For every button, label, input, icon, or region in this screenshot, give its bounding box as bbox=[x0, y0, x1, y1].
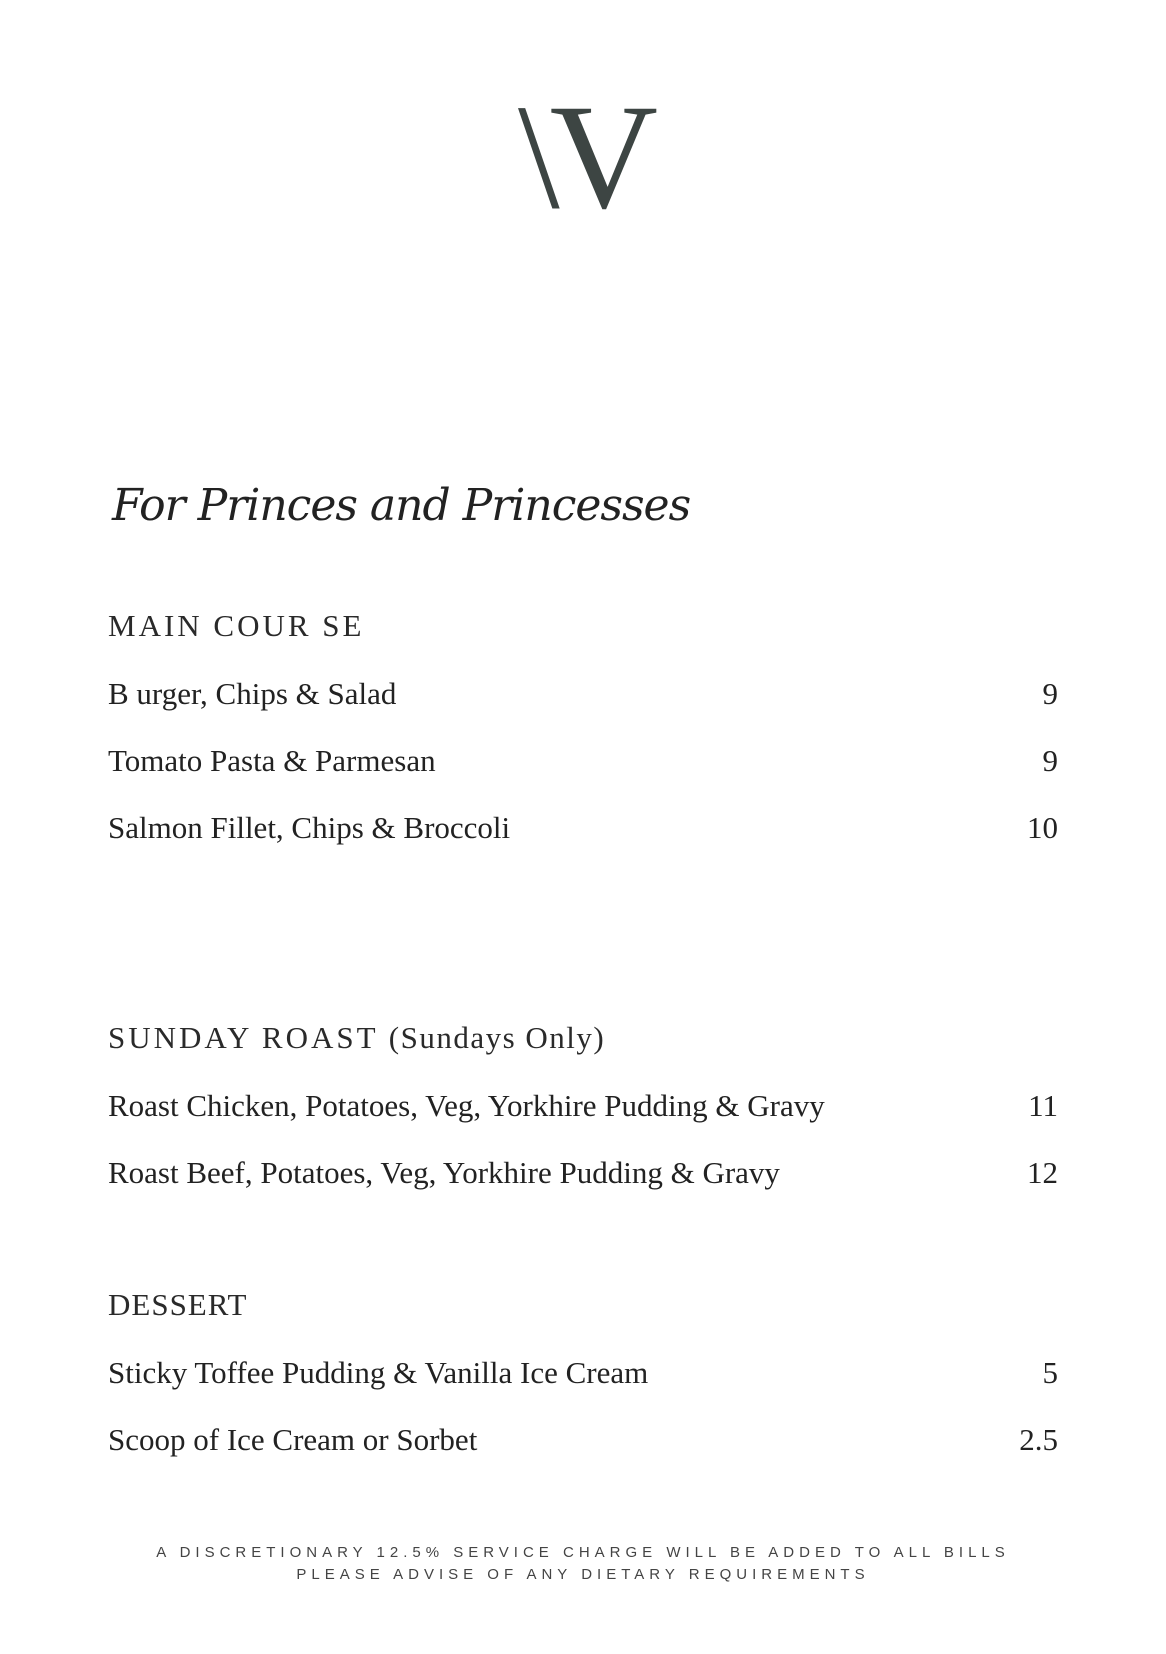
section-heading-note: (Sundays Only) bbox=[388, 1020, 606, 1055]
menu-item-name: Scoop of Ice Cream or Sorbet bbox=[108, 1422, 478, 1457]
menu-item-price: 10 bbox=[1027, 810, 1058, 845]
section-heading-title: MAIN COUR SE bbox=[108, 608, 365, 643]
section-heading bbox=[108, 606, 1058, 646]
menu-item bbox=[108, 674, 1058, 741]
section-dessert bbox=[108, 1285, 1058, 1487]
menu-item-name: B urger, Chips & Salad bbox=[108, 676, 397, 711]
menu-item-price: 11 bbox=[1028, 1088, 1058, 1123]
menu-item bbox=[108, 1353, 1058, 1420]
menu-item-price: 5 bbox=[1042, 1355, 1058, 1390]
menu-item bbox=[108, 1153, 1058, 1220]
service-charge-note: A DISCRETIONARY 12.5% SERVICE CHARGE WILL BE ADDED TO ALL BILLS bbox=[156, 1544, 1010, 1561]
menu-item-name: Roast Beef, Potatoes, Veg, Yorkhire Pudding & Gravy bbox=[108, 1155, 780, 1190]
menu-item-name: Salmon Fillet, Chips & Broccoli bbox=[108, 810, 511, 845]
menu-item-price: 9 bbox=[1042, 676, 1058, 711]
section-main-course bbox=[108, 606, 1058, 875]
menu-item-name: Tomato Pasta & Parmesan bbox=[108, 743, 436, 778]
menu-item bbox=[108, 808, 1058, 875]
menu-item bbox=[108, 1420, 1058, 1487]
menu-item-name: Roast Chicken, Potatoes, Veg, Yorkhire Pudding & Gravy bbox=[108, 1088, 825, 1123]
section-heading-title: SUNDAY ROAST bbox=[108, 1020, 378, 1055]
menu-item-price: 2.5 bbox=[1019, 1422, 1058, 1457]
menu-item bbox=[108, 1086, 1058, 1153]
section-heading bbox=[108, 1018, 1058, 1058]
restaurant-logo: \V bbox=[518, 74, 648, 240]
menu-item-name: Sticky Toffee Pudding & Vanilla Ice Cream bbox=[108, 1355, 649, 1390]
section-sunday-roast bbox=[108, 1018, 1058, 1220]
menu-item-price: 12 bbox=[1027, 1155, 1058, 1190]
dietary-note: PLEASE ADVISE OF ANY DIETARY REQUIREMENTS bbox=[296, 1566, 870, 1583]
menu-subtitle: For Princes and Princesses bbox=[112, 480, 691, 531]
section-heading-title: DESSERT bbox=[108, 1287, 248, 1322]
section-heading bbox=[108, 1285, 1058, 1325]
menu-item-price: 9 bbox=[1042, 743, 1058, 778]
footer-notice bbox=[0, 1542, 1166, 1586]
menu-item bbox=[108, 741, 1058, 808]
